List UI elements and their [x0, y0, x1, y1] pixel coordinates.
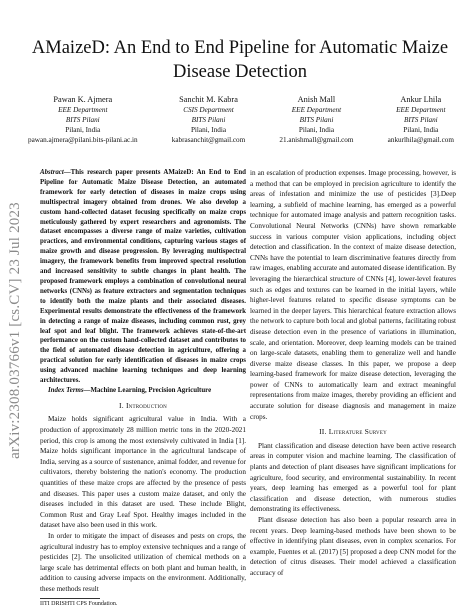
author-block: [28, 95, 454, 145]
author-institution: BITS Pilani: [299, 116, 334, 124]
author-2: [172, 95, 245, 145]
paragraph: Maize holds significant agricultural value in India. With a production of approximately 28 million metric tons in the 2020-2021 period, this crop is among the most extensively cultivated in India [1]. Maize holds significant importance in the agricultural landscape of India, serving as a source of sustenance, animal fodder, and revenue for cultivators, thereby bolstering the nation's economy. The production quantities of these maize crops are affected by the presence of pests and diseases. This paper uses a custom maize dataset, and only the diseases included in this dataset are used. These include Blight, Common Rust and Gray Leaf Spot. Healthy images included in the dataset have also been used in this work.: [40, 415, 246, 530]
arxiv-identifier-stamp[interactable]: [2, 150, 28, 510]
abstract-label: Abstract: [40, 169, 64, 176]
abstract: [40, 168, 246, 386]
index-terms-label: Index Terms: [48, 386, 84, 394]
author-location: Pilani, India: [403, 126, 439, 134]
author-4: [388, 95, 454, 145]
section-heading-introduction: I. Introduction: [119, 400, 167, 410]
author-email: kabrasanchit@gmail.com: [171, 136, 246, 144]
left-column: [40, 168, 246, 608]
author-department: EEE Department: [396, 106, 446, 114]
index-terms-text: —Machine Learning, Precision Agriculture: [83, 386, 212, 394]
section-heading-literature-survey: II. Literature Survey: [319, 427, 387, 437]
author-email: pawan.ajmera@pilani.bits-pilani.ac.in: [28, 136, 138, 144]
paragraph: Plant disease detection has also been a popular research area in recent years. Deep learning-based methods have been shown to be effective in identifying plant diseases, even in complex scenarios. For example, Fuentes et al. (2017) [5] proposed a deep CNN model for the detection of citrus diseases. Their model achieved a classification accuracy of: [250, 516, 456, 577]
paragraph: Plant classification and disease detection have been active research areas in computer vision and machine learning. The classification of plants and detection of plant diseases have significant implications for agriculture, food security, and environmental sustainability. In recent years, deep learning has emerged as a powerful tool for plant classification and disease detection, with numerous studies demonstrating its effectiveness.: [250, 441, 456, 514]
author-location: Pilani, India: [65, 126, 101, 134]
author-department: EEE Department: [291, 106, 342, 114]
author-institution: BITS Pilani: [65, 116, 100, 124]
author-institution: BITS Pilani: [403, 116, 438, 124]
author-location: Pilani, India: [190, 126, 227, 134]
footnote: IITI DRISHTI CPS Foundation.: [40, 600, 118, 607]
author-email: 21.anishmall@gmail.com: [279, 136, 354, 144]
author-1: [28, 95, 138, 145]
paper-title: AMaizeD: An End to End Pipeline for Automatic Maize Disease Detection: [31, 38, 449, 82]
author-location: Pilani, India: [298, 126, 335, 134]
author-email: ankurlhila@gmail.com: [387, 136, 454, 144]
author-name: Pawan K. Ajmera: [53, 95, 113, 104]
index-terms: [40, 386, 246, 396]
author-department: CSIS Department: [183, 106, 234, 114]
author-name: Ankur Lhila: [400, 95, 442, 104]
author-institution: BITS Pilani: [191, 116, 226, 124]
paragraph: in an escalation of production expenses. Image processing, however, is a method that can be employed in precision agriculture to identify the areas of infestation and minimize the use of pesticides [3].Deep learning, a subfield of machine learning, has emerged as a powerful technique for automated image analysis and pattern recognition tasks. Convolutional Neural Networks (CNNs) have shown remarkable success in various computer vision applications, including object detection and classification. In the context of maize disease detection, CNNs have the potential to learn discriminative features directly from raw images, enabling accurate and automated disease identification. By leveraging the hierarchical structure of CNNs [4], lower-level features such as edges and textures can be learned in the initial layers, while higher-level features related to specific disease symptoms can be learned in the deeper layers. This hierarchical feature extraction allows the network to capture both local and global patterns, facilitating robust disease detection even in the presence of variations in illumination, scale, and orientation. Moreover, deep learning models can be trained on large-scale datasets, enabling them to generalize well and handle diverse maize disease classes. In this paper, we propose a deep learning-based framework for maize disease detection, leveraging the power of CNNs to automatically learn and extract meaningful representations from maize images, thereby providing an efficient and accurate solution for disease diagnosis and management in maize crops.: [250, 169, 456, 421]
paragraph: In order to mitigate the impact of diseases and pests on crops, the agricultural industry has to employ extensive techniques and a range of pesticides [2]. The unsolicited utilization of chemical methods on a large scale has detrimental effects on both plant and human health, in addition to causing adverse impacts on the environment. Additionally, these methods result: [40, 531, 246, 593]
arxiv-identifier-text[interactable]: arXiv:2308.03766v1 [cs.CV] 23 Jul 2023: [6, 201, 23, 459]
author-name: Sanchit M. Kabra: [179, 95, 238, 104]
right-column: [250, 168, 456, 579]
author-3: [279, 95, 353, 145]
author-department: EEE Department: [58, 106, 108, 114]
author-name: Anish Mall: [297, 95, 336, 104]
abstract-text: —This research paper presents AMaizeD: An End to End Pipeline for Automatic Maize Disease Detection, an automated framework for early detection of diseases in maize crops using multispectral imagery obtained from drones. We also develop a custom hand-collected dataset focusing specifically on maize crops meticulously gathered by expert researchers and agronomists. The dataset encompasses a diverse range of maize varieties, cultivation practices, and environmental conditions, capturing various stages of maize growth and disease progression. By leveraging multispectral imagery, the framework benefits from improved spectral resolution and increased sensitivity to subtle changes in plant health. The proposed framework employs a combination of convolutional neural networks (CNNs) as feature extractors and segmentation techniques to identify both the maize plants and their associated diseases. Experimental results demonstrate the effectiveness of the framework in detecting a range of maize diseases, including common rust, grey leaf spot and leaf blight. The framework achieves state-of-the-art performance on the custom hand-collected dataset and contributes to the field of automated disease detection in agriculture, offering a practical solution for early identification of diseases in maize crops using advanced machine learning techniques and deep learning architectures.: [40, 169, 246, 385]
